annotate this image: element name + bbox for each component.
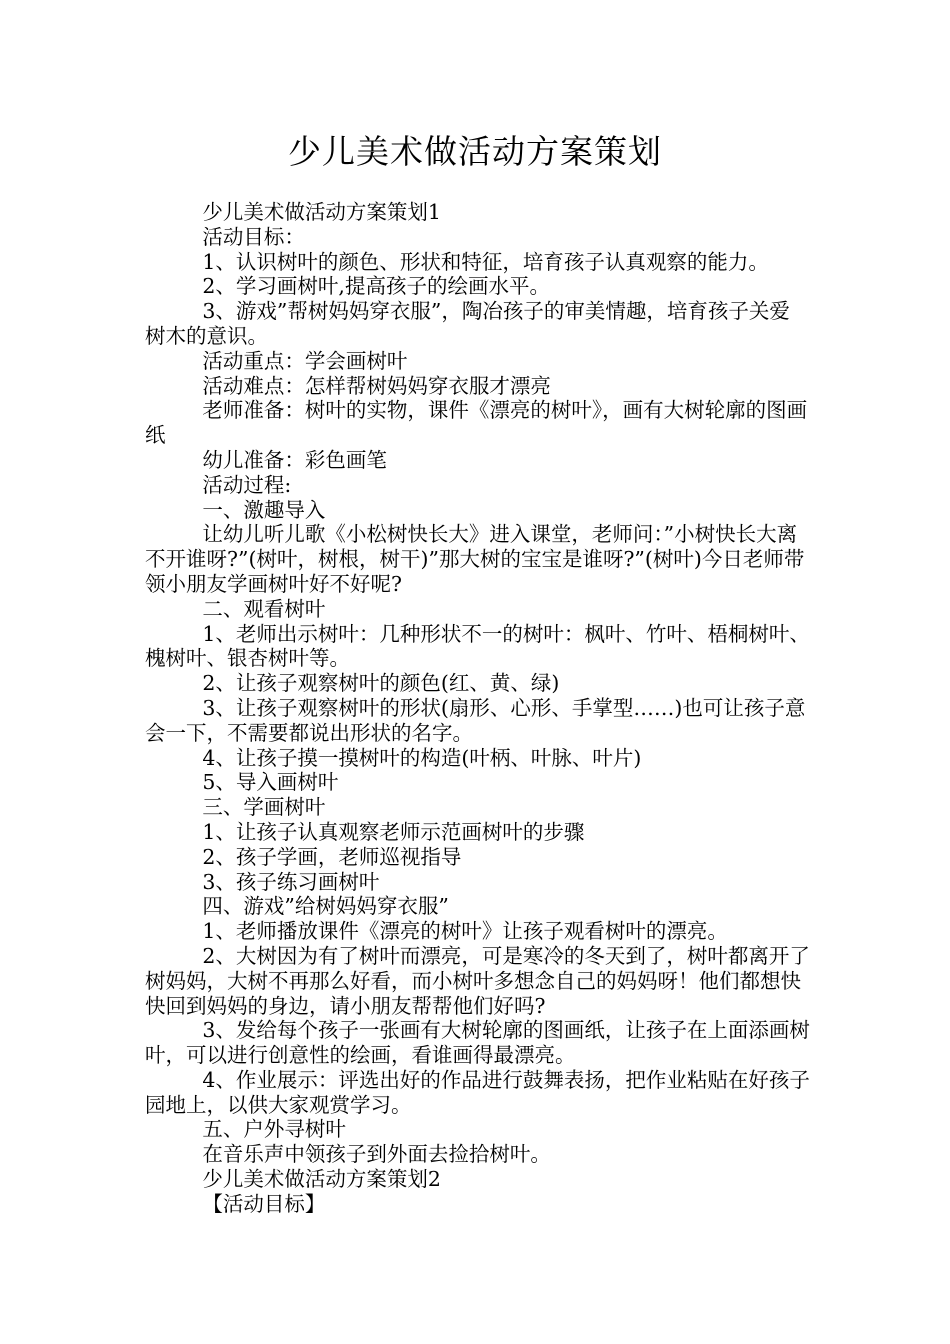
document-paragraph: 活动过程: bbox=[202, 472, 292, 497]
document-paragraph: 二、观看树叶 bbox=[202, 596, 326, 621]
document-paragraph: 1、认识树叶的颜色、形状和特征，培育孩子认真观察的能力。 bbox=[202, 249, 769, 274]
document-paragraph: 2、孩子学画，老师巡视指导 bbox=[202, 844, 462, 869]
document-paragraph: 少儿美术做活动方案策划2 bbox=[202, 1167, 441, 1192]
document-paragraph: 5、导入画树叶 bbox=[202, 770, 339, 795]
document-paragraph: 2、学习画树叶,提高孩子的绘画水平。 bbox=[202, 274, 550, 299]
document-paragraph: 三、学画树叶 bbox=[202, 795, 326, 820]
document-paragraph: 四、游戏”给树妈妈穿衣服” bbox=[202, 894, 449, 919]
document-paragraph: 1、让孩子认真观察老师示范画树叶的步骤 bbox=[202, 819, 585, 844]
document-title: 少儿美术做活动方案策划 bbox=[288, 132, 662, 171]
document-paragraph: 3、孩子练习画树叶 bbox=[202, 869, 380, 894]
document-paragraph: 五、户外寻树叶 bbox=[202, 1117, 346, 1142]
document-paragraph: 4、作业展示：评选出好的作品进行鼓舞表扬，把作业粘贴在好孩子园地上，以供大家观赏学习。 bbox=[145, 1067, 810, 1117]
document-paragraph: 活动重点：学会画树叶 bbox=[202, 348, 408, 373]
document-paragraph: 2、让孩子观察树叶的颜色(红、黄、绿) bbox=[202, 671, 560, 696]
document-paragraph: 少儿美术做活动方案策划1 bbox=[202, 200, 441, 224]
document-paragraph: 活动难点：怎样帮树妈妈穿衣服才漂亮 bbox=[202, 373, 551, 398]
document-paragraph: 3、发给每个孩子一张画有大树轮廓的图画纸，让孩子在上面添画树叶，可以进行创意性的绘画，看谁画得最漂亮。 bbox=[145, 1018, 810, 1068]
document-paragraph: 一、激趣导入 bbox=[202, 497, 326, 522]
document-paragraph: 在音乐声中领孩子到外面去捡拾树叶。 bbox=[202, 1142, 551, 1167]
document-paragraph: 4、让孩子摸一摸树叶的构造(叶柄、叶脉、叶片) bbox=[202, 745, 642, 770]
document-paragraph: 3、游戏”帮树妈妈穿衣服”，陶冶孩子的审美情趣，培育孩子关爱树木的意识。 bbox=[145, 299, 790, 348]
document-paragraph: 3、让孩子观察树叶的形状(扇形、心形、手掌型……)也可让孩子意会一下，不需要都说出形状的名字。 bbox=[145, 695, 806, 745]
document-paragraph: 1、老师播放课件《漂亮的树叶》让孩子观看树叶的漂亮。 bbox=[202, 919, 728, 944]
document-paragraph: 活动目标： bbox=[202, 224, 305, 249]
document-body bbox=[145, 200, 810, 1217]
document-paragraph: 【活动目标】 bbox=[202, 1191, 326, 1216]
document-paragraph: 让幼儿听儿歌《小松树快长大》进入课堂，老师问：”小树快长大离不开谁呀?”(树叶，树根，树干)”那大树的宝宝是谁呀?”(树叶)今日老师带领小朋友学画树叶好不好呢? bbox=[145, 522, 805, 596]
document-paragraph: 1、老师出示树叶：几种形状不一的树叶：枫叶、竹叶、梧桐树叶、槐树叶、银杏树叶等。 bbox=[145, 621, 810, 671]
document-paragraph: 老师准备：树叶的实物，课件《漂亮的树叶》，画有大树轮廓的图画纸 bbox=[145, 398, 808, 448]
document-paragraph: 幼儿准备：彩色画笔 bbox=[202, 447, 387, 472]
document-paragraph: 2、大树因为有了树叶而漂亮，可是寒冷的冬天到了，树叶都离开了树妈妈，大树不再那么好看，而小树叶多想念自己的妈妈呀！他们都想快快回到妈妈的身边，请小朋友帮帮他们好吗? bbox=[145, 943, 810, 1018]
